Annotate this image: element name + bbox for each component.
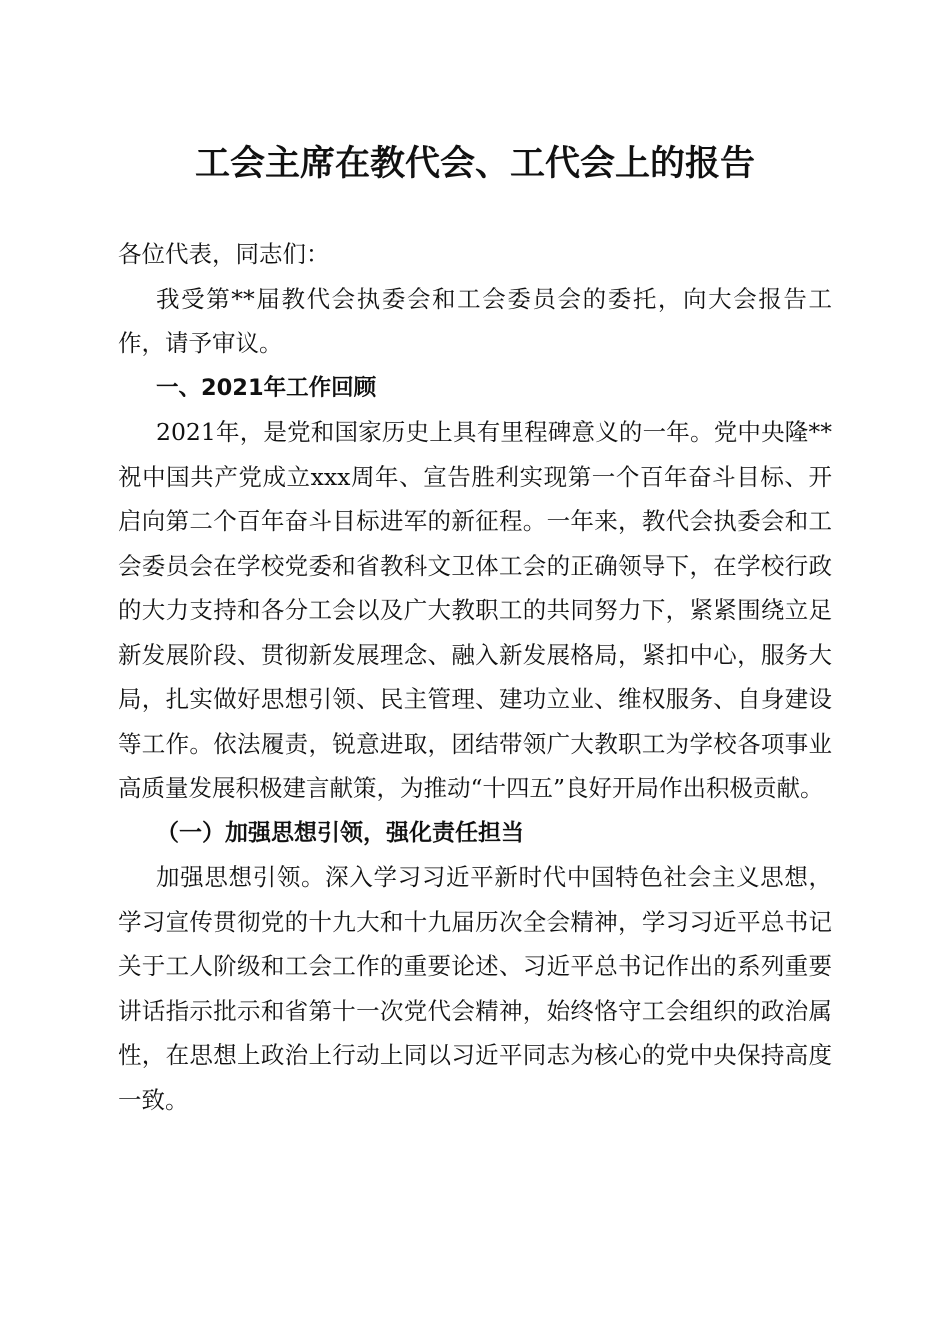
intro-paragraph: 我受第**届教代会执委会和工会委员会的委托，向大会报告工作，请予审议。 <box>118 284 832 357</box>
document-body <box>118 232 832 1122</box>
salutation: 各位代表，同志们： <box>118 240 330 268</box>
subsection-1-paragraph: 加强思想引领。深入学习习近平新时代中国特色社会主义思想，学习宣传贯彻党的十九大和十九届历次全会精神，学习习近平总书记关于工人阶级和工会工作的重要论述、习近平总书记作出的系列重要讲话指示批示和省第十一次党代会精神，始终恪守工会组织的政治属性，在思想上政治上行动上同以习近平同志为核心的党中央保持高度一致。 <box>118 863 832 1114</box>
document-title: 工会主席在教代会、工代会上的报告 <box>194 144 755 184</box>
section-heading-1: 一、2021年工作回顾 <box>156 374 377 401</box>
section-1-paragraph: 2021年，是党和国家历史上具有里程碑意义的一年。党中央隆**祝中国共产党成立xxx周年、宣告胜利实现第一个百年奋斗目标、开启向第二个百年奋斗目标进军的新征程。一年来，教代会执委会和工会委员会在学校党委和省教科文卫体工会的正确领导下，在学校行政的大力支持和各分工会以及广大教职工的共同努力下，紧紧围绕立足新发展阶段、贯彻新发展理念、融入新发展格局，紧扣中心，服务大局，扎实做好思想引领、民主管理、建功立业、维权服务、自身建设等工作。依法履责，锐意进取，团结带领广大教职工为学校各项事业高质量发展积极建言献策，为推动“十四五”良好开局作出积极贡献。 <box>118 418 832 802</box>
subsection-heading-1: （一）加强思想引领，强化责任担当 <box>156 818 524 846</box>
